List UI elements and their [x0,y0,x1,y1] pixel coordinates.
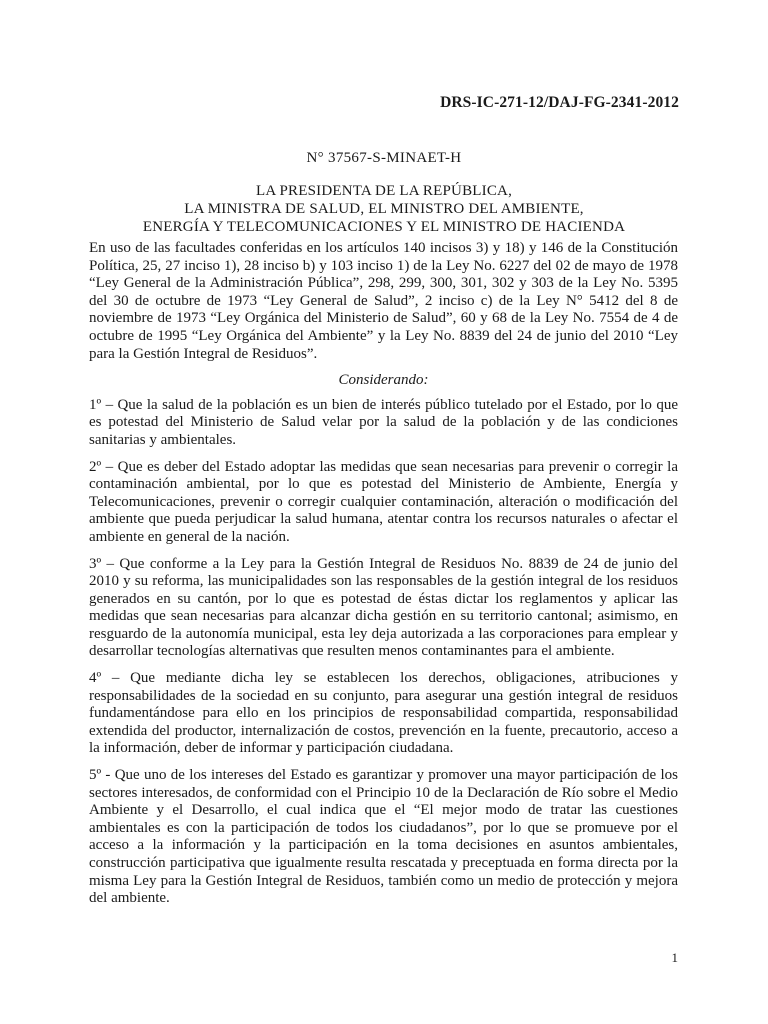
decree-heading [60,182,708,236]
considerando-paragraph-1: 1º – Que la salud de la población es un bien de interés público tutelado por el Estado, por lo que es potestad del Ministerio de Salud velar por la salud de la población y de las condiciones sanitarias y ambientales. [89,396,678,448]
heading-line-3: ENERGÍA Y TELECOMUNICACIONES Y EL MINISTRO DE HACIENDA [142,219,626,235]
considerando-paragraph-3: 3º – Que conforme a la Ley para la Gestión Integral de Residuos No. 8839 de 24 de junio del 2010 y su reforma, las municipalidades son las responsables de la gestión integral de los residuos generados en su cantón, por lo que es potestad de éstas dictar los reglamentos y aplicar las medidas que sean necesarias para alcanzar dicha gestión en su territorio cantonal; asimismo, en resguardo de la autonomía municipal, esta ley deja autorizada a las corporaciones para emplear y desarrollar tecnologías alternativas que resulten menos contaminantes para el ambiente. [89,555,678,660]
considerando-paragraph-2: 2º – Que es deber del Estado adoptar las medidas que sean necesarias para prevenir o corregir la contaminación ambiental, por lo que es potestad del Ministerio de Ambiente, Energía y Telecomunicaciones, prevenir o corregir cualquier contaminación, alteración o modificación del ambiente que pueda perjudicar la salud humana, atentar contra los recursos naturales o afectar el ambiente en general de la nación. [89,458,678,545]
page-number: 1 [671,950,678,965]
intro-paragraph: En uso de las facultades conferidas en los artículos 140 incisos 3) y 18) y 146 de la Constitución Política, 25, 27 inciso 1), 28 inciso b) y 103 inciso 1) de la Ley No. 6227 del 02 de mayo de 1978 “Ley General de la Administración Pública”, 298, 299, 300, 301, 302 y 303 de la Ley No. 5395 del 30 de octubre de 1973 “Ley General de Salud”, 2 inciso c) de la Ley N° 5412 del 8 de noviembre de 1973 “Ley Orgánica del Ministerio de Salud”, 60 y 68 de la Ley No. 7554 de 4 de octubre de 1995 “Ley Orgánica del Ambiente” y la Ley No. 8839 del 24 de junio del 2010 “Ley para la Gestión Integral de Residuos”. [89,240,678,362]
decree-number: N° 37567-S-MINAET-H [306,150,462,166]
considerando-paragraph-4: 4º – Que mediante dicha ley se establecen los derechos, obligaciones, atribuciones y responsabilidades de la sociedad en su conjunto, para asegurar una gestión integral de residuos fundamentándose para ello en los principios de responsabilidad compartida, responsabilidad extendida del productor, internalización de costos, prevención en la fuente, precautorio, acceso a la información, deber de informar y participación ciudadana. [89,670,678,757]
considerando-heading: Considerando: [338,372,429,389]
document-body [89,240,678,917]
heading-line-2: LA MINISTRA DE SALUD, EL MINISTRO DEL AMBIENTE, [184,201,584,217]
reference-code: DRS-IC-271-12/DAJ-FG-2341-2012 [440,94,679,111]
considerando-paragraph-5: 5º - Que uno de los intereses del Estado es garantizar y promover una mayor participación de los sectores interesados, de conformidad con el Principio 10 de la Declaración de Río sobre el Medio Ambiente y el Desarrollo, el cual indica que el “El mejor modo de tratar las cuestiones ambientales es con la participación de todos los ciudadanos”, por lo que se promueve por el acceso a la información y la participación en la toma decisiones en asuntos ambientales, construcción participativa que igualmente resulta rescatada y preceptuada en forma directa por la misma Ley para la Gestión Integral de Residuos, también como un medio de protección y mejora del ambiente. [89,767,678,907]
heading-line-1: LA PRESIDENTA DE LA REPÚBLICA, [255,183,513,199]
